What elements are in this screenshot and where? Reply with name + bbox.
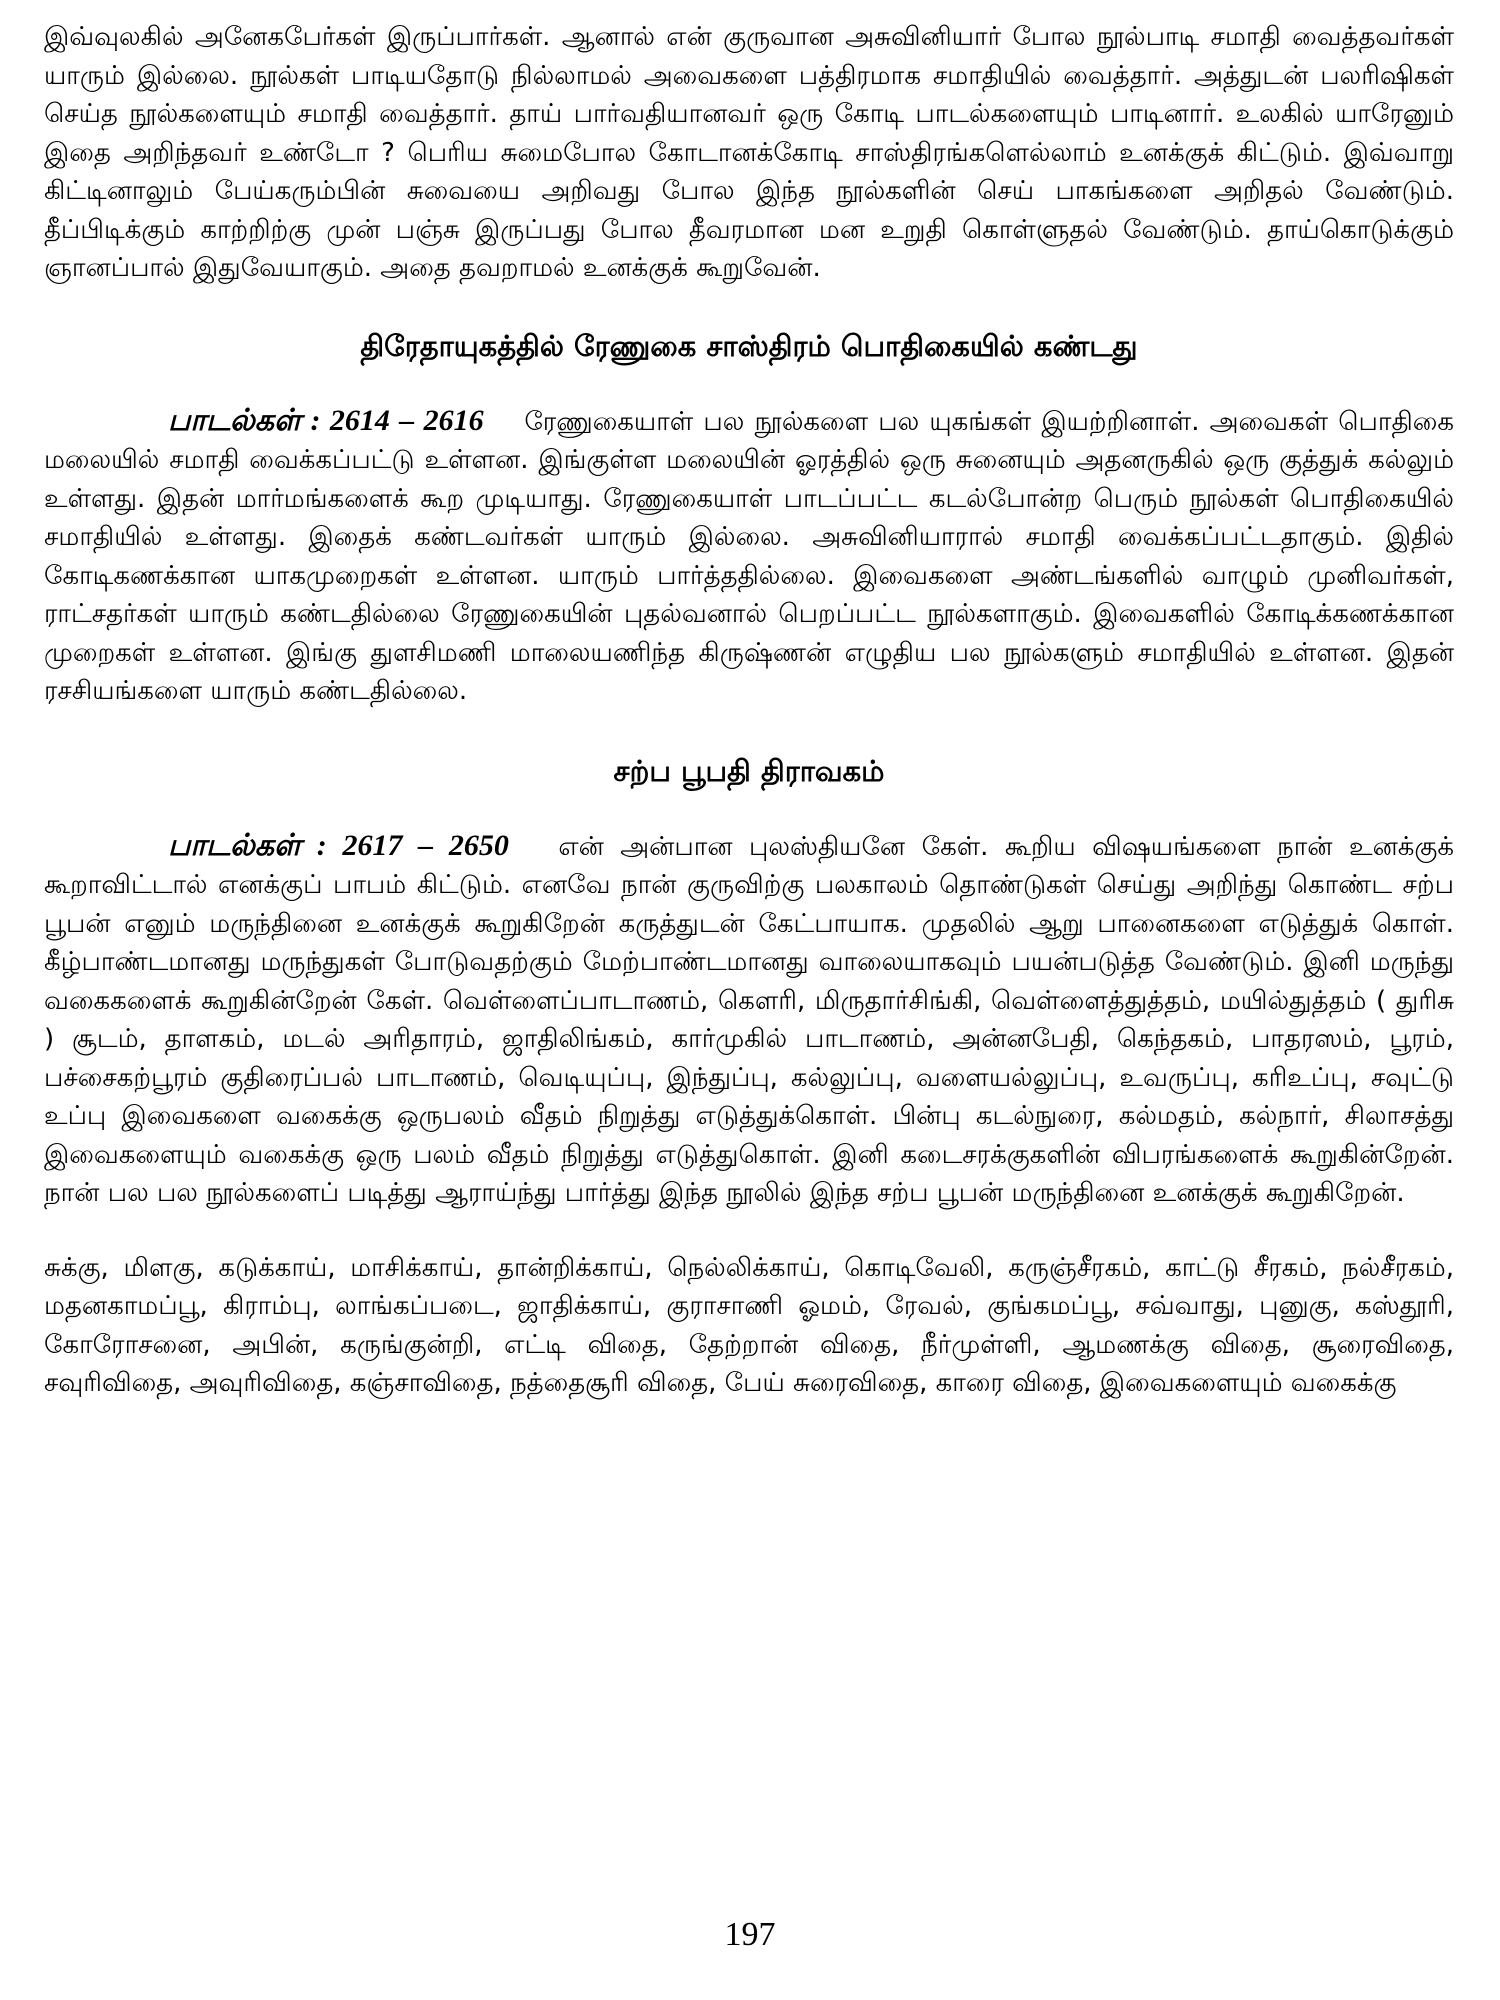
section-renukai-paragraph [44, 402, 1454, 711]
paragraph-body: என் அன்பான புலஸ்தியனே கேள். கூறிய விஷயங்களை நான் உனக்குக் கூறாவிட்டால் எனக்குப் பாபம் கிட்டும். எனவே நான் குருவிற்கு பலகாலம் தொண்டுகள் செய்து அறிந்து கொண்ட சற்ப பூபன் எனும் மருந்தினை உனக்குக் கூறுகிறேன் கருத்துடன் கேட்பாயாக. முதலில் ஆறு பானைகளை எடுத்துக் கொள். கீழ்பாண்டமானது மருந்துகள் போடுவதற்கும் மேற்பாண்டமானது வாலையாகவும் பயன்படுத்த வேண்டும். இனி மருந்து வகைகளைக் கூறுகின்றேன் கேள். வெள்ளைப்பாடாணம், கெளரி, மிருதார்சிங்கி, வெள்ளைத்துத்தம், மயில்துத்தம் ( துரிசு ) சூடம், தாளகம், மடல் அரிதாரம், ஜாதிலிங்கம், கார்முகில் பாடாணம், அன்னபேதி, கெந்தகம், பாதரஸம், பூரம், பச்சைகற்பூரம் குதிரைப்பல் பாடாணம், வெடியுப்பு, இந்துப்பு, கல்லுப்பு, வளையல்லுப்பு, உவருப்பு, கரிஉப்பு, சவுட்டு உப்பு இவைகளை வகைக்கு ஒருபலம் வீதம் நிறுத்து எடுத்துக்கொள். பின்பு கடல்நுரை, கல்மதம், கல்நார், சிலாசத்து இவைகளையும் வகைக்கு ஒரு பலம் வீதம் நிறுத்து எடுத்துகொள். இனி கடைசரக்குகளின் விபரங்களைக் கூறுகின்றேன். நான் பல பல நூல்களைப் படித்து ஆராய்ந்து பார்த்து இந்த நூலில் இந்த சற்ப பூபன் மருந்தினை உனக்குக் கூறுகிறேன். [44, 831, 1455, 1208]
page-number: 197 [724, 1916, 776, 1953]
section-heading-sarpa-boopathi: சற்ப பூபதி திராவகம் [613, 753, 885, 788]
document-page [44, 18, 1454, 1403]
song-reference: பாடல்கள் : 2617 – 2650 [168, 828, 509, 862]
intro-paragraph: இவ்வுலகில் அனேகபேர்கள் இருப்பார்கள். ஆனால் என் குருவான அசுவினியார் போல நூல்பாடி சமாதி வைத்தவர்கள் யாரும் இல்லை. நூல்கள் பாடியதோடு நில்லாமல் அவைகளை பத்திரமாக சமாதியில் வைத்தார். அத்துடன் பலரிஷிகள் செய்த நூல்களையும் சமாதி வைத்தார். தாய் பார்வதியானவர் ஒரு கோடி பாடல்களையும் பாடினார். உலகில் யாரேனும் இதை அறிந்தவர் உண்டோ ? பெரிய சுமைபோல கோடானக்கோடி சாஸ்திரங்களெல்லாம் உனக்குக் கிட்டும். இவ்வாறு கிட்டினாலும் பேய்கரும்பின் சுவையை அறிவது போல இந்த நூல்களின் செய் பாகங்களை அறிதல் வேண்டும். தீப்பிடிக்கும் காற்றிற்கு முன் பஞ்சு இருப்பது போல தீவரமான மன உறுதி கொள்ளுதல் வேண்டும். தாய்கொடுக்கும் ஞானப்பால் இதுவேயாகும். அதை தவறாமல் உனக்குக் கூறுவேன். [44, 22, 1454, 283]
section-sarpa-paragraph [44, 827, 1454, 1213]
section-heading-renukai: திரேதாயுகத்தில் ரேணுகை சாஸ்திரம் பொதிகையில் கண்டது [360, 328, 1138, 363]
ingredients-paragraph: சுக்கு, மிளகு, கடுக்காய், மாசிக்காய், தான்றிக்காய், நெல்லிக்காய், கொடிவேலி, கருஞ்சீரகம், காட்டு சீரகம், நல்சீரகம், மதனகாமப்பூ, கிராம்பு, லாங்கப்படை, ஜாதிக்காய், குராசாணி ஓமம், ரேவல், குங்கமப்பூ, சவ்வாது, புனுகு, கஸ்தூரி, கோரோசனை, அபின், கருங்குன்றி, எட்டி விதை, தேற்றான் விதை, நீர்முள்ளி, ஆமணக்கு விதை, சூரைவிதை, சவுரிவிதை, அவுரிவிதை, கஞ்சாவிதை, நத்தைசூரி விதை, பேய் சுரைவிதை, காரை விதை, இவைகளையும் வகைக்கு [44, 1252, 1455, 1398]
paragraph-body: ரேணுகையாள் பல நூல்களை பல யுகங்கள் இயற்றினாள். அவைகள் பொதிகை மலையில் சமாதி வைக்கப்பட்டு உள்ளன. இங்குள்ள மலையின் ஓரத்தில் ஒரு சுனையும் அதனருகில் ஒரு குத்துக் கல்லும் உள்ளது. இதன் மார்மங்களைக் கூற முடியாது. ரேணுகையாள் பாடப்பட்ட கடல்போன்ற பெரும் நூல்கள் பொதிகையில் சமாதியில் உள்ளது. இதைக் கண்டவர்கள் யாரும் இல்லை. அசுவினியாரால் சமாதி வைக்கப்பட்டதாகும். இதில் கோடிகணக்கான யாகமுறைகள் உள்ளன. யாரும் பார்த்ததில்லை. இவைகளை அண்டங்களில் வாழும் முனிவர்கள், ராட்சதர்கள் யாரும் கண்டதில்லை ரேணுகையின் புதல்வனால் பெறப்பட்ட நூல்களாகும். இவைகளில் கோடிக்கணக்கான முறைகள் உள்ளன. இங்கு துளசிமணி மாலையணிந்த கிருஷ்ணன் எழுதிய பல நூல்களும் சமாதியில் உள்ளன. இதன் ரசசியங்களை யாரும் கண்டதில்லை. [44, 406, 1455, 706]
song-reference: பாடல்கள் : 2614 – 2616 [168, 403, 484, 437]
